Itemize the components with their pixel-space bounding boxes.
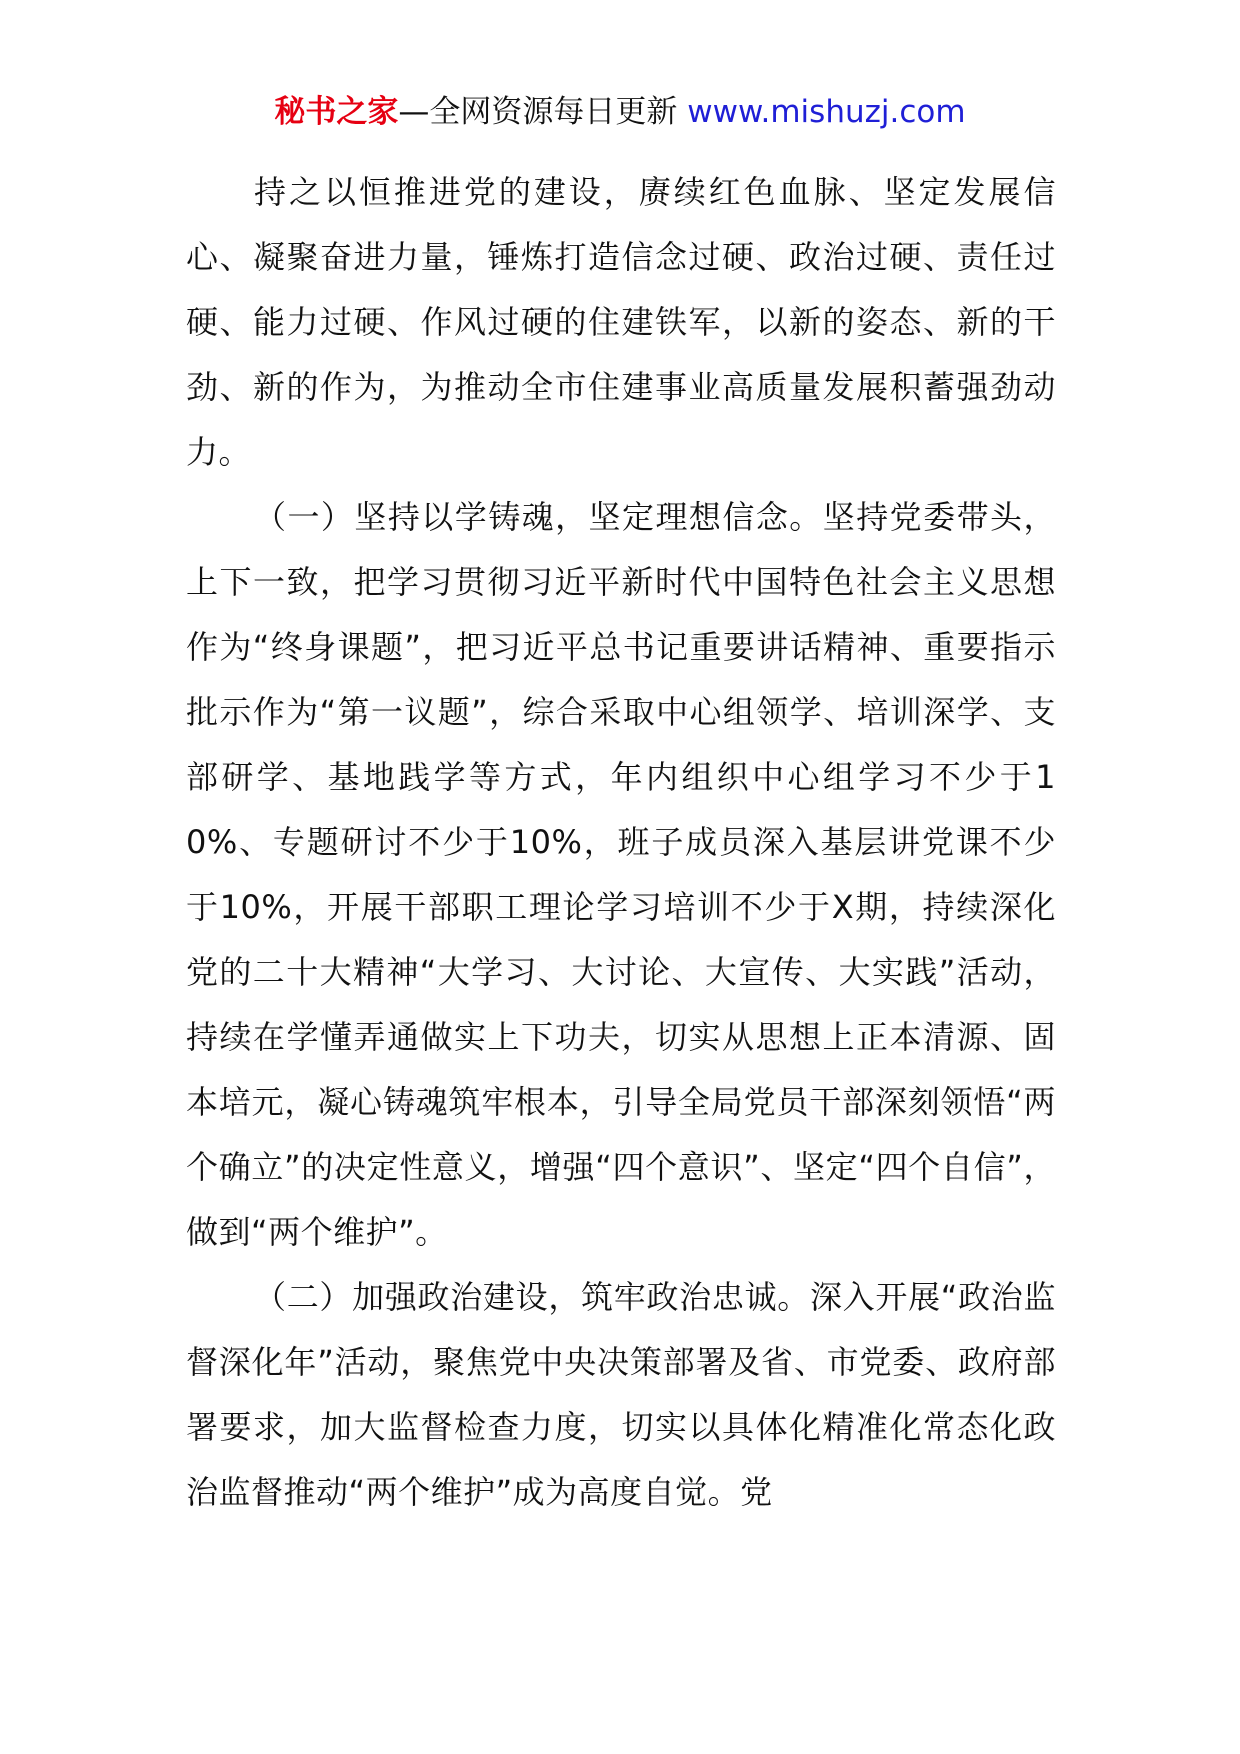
document-body [186, 160, 1056, 1525]
paragraph-section-1: （一）坚持以学铸魂，坚定理想信念。坚持党委带头，上下一致，把学习贯彻习近平新时代中国特色社会主义思想作为“终身课题”，把习近平总书记重要讲话精神、重要指示批示作为“第一议题”，综合采取中心组领学、培训深学、支部研学、基地践学等方式，年内组织中心组学习不少于10%、专题研讨不少于10%，班子成员深入基层讲党课不少于10%，开展干部职工理论学习培训不少于X期，持续深化党的二十大精神“大学习、大讨论、大宣传、大实践”活动，持续在学懂弄通做实上下功夫，切实从思想上正本清源、固本培元，凝心铸魂筑牢根本，引导全局党员干部深刻领悟“两个确立”的决定性意义，增强“四个意识”、坚定“四个自信”，做到“两个维护”。 [186, 498, 1056, 1251]
site-header [0, 92, 1240, 132]
paragraph-intro: 持之以恒推进党的建设，赓续红色血脉、坚定发展信心、凝聚奋进力量，锤炼打造信念过硬、政治过硬、责任过硬、能力过硬、作风过硬的住建铁军，以新的姿态、新的干劲、新的作为，为推动全市住建事业高质量发展积蓄强劲动力。 [186, 173, 1056, 471]
site-brand: 秘书之家 [274, 94, 399, 130]
site-tagline: —全网资源每日更新 [398, 94, 678, 130]
site-url-link[interactable]: www.mishuzj.com [687, 94, 966, 130]
paragraph-section-2: （二）加强政治建设，筑牢政治忠诚。深入开展“政治监督深化年”活动，聚焦党中央决策部署及省、市党委、政府部署要求，加大监督检查力度，切实以具体化精准化常态化政治监督推动“两个维护”成为高度自觉。党 [186, 1278, 1056, 1511]
